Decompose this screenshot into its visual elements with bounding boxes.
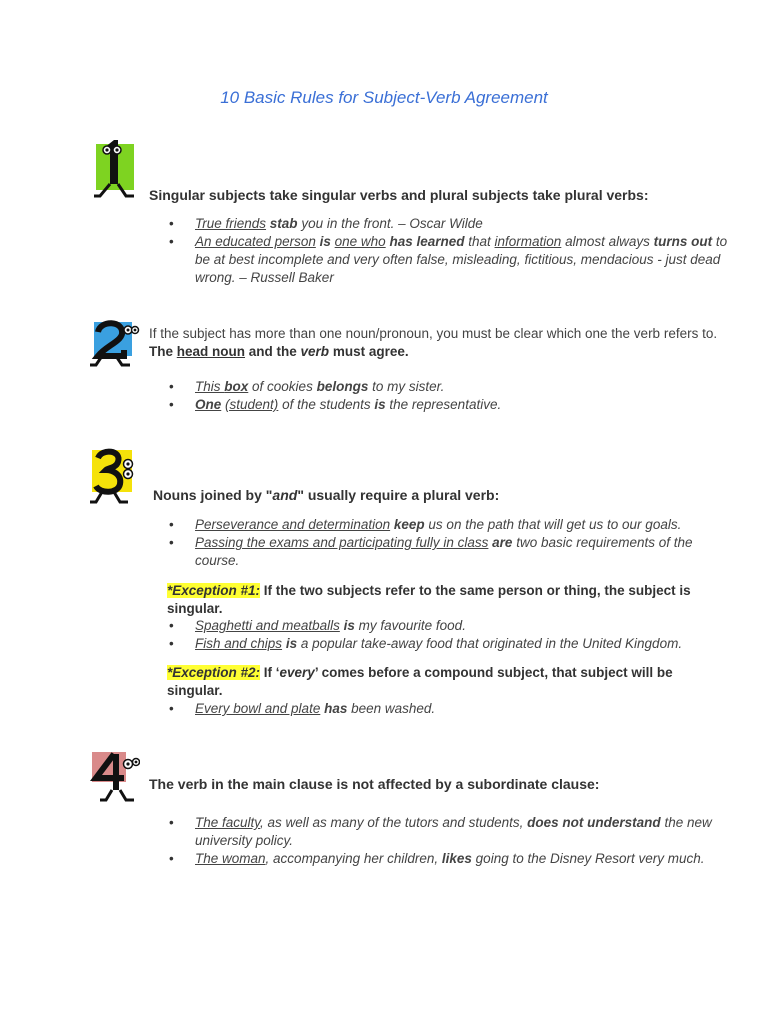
text-run: Perseverance and determination	[195, 517, 391, 532]
rule-2-intro-emphasis	[149, 343, 749, 361]
exception-1-label: *Exception #1:	[167, 583, 261, 598]
text-run: stab	[269, 216, 298, 231]
text-run: to be at best incomplete and very often false, misleading, fictitious, mendacious - just dead wrong. – Russell Baker	[195, 234, 728, 285]
text-run: two basic requirements of the course.	[195, 535, 693, 568]
text-run: True friends	[195, 216, 267, 231]
text-run: information	[494, 234, 562, 249]
text-run: my favourite food.	[354, 618, 466, 633]
text-run: box	[224, 379, 249, 394]
text-run: of the students	[278, 397, 375, 412]
text-run: us on the path that will get us to our goals.	[424, 517, 682, 532]
text-run: verb	[300, 344, 330, 359]
rule-3-examples	[195, 516, 725, 570]
text-run: to my sister.	[368, 379, 445, 394]
text-run: An educated person	[195, 234, 316, 249]
text-run: and the	[245, 344, 301, 359]
text-run: been washed.	[347, 701, 436, 716]
text-run: has	[324, 701, 348, 716]
text-run: , accompanying her children,	[265, 851, 442, 866]
text-run: is	[319, 234, 331, 249]
exception-2-label: *Exception #2:	[167, 665, 261, 680]
text-run: a popular take-away food that originated in the United Kingdom.	[297, 636, 683, 651]
text-run: is	[285, 636, 298, 651]
text-run: likes	[441, 851, 472, 866]
text-run: belongs	[316, 379, 369, 394]
number-two-character-icon	[88, 318, 140, 368]
rule-2-intro: If the subject has more than one noun/pronoun, you must be clear which one the verb refers to.	[149, 326, 718, 341]
text-run: and	[272, 487, 298, 503]
text-run: Every bowl and plate	[195, 701, 321, 716]
text-run: If ‘	[260, 665, 280, 680]
text-run: Nouns joined by "	[153, 487, 273, 503]
text-run: turns out	[653, 234, 713, 249]
text-run: This	[195, 379, 225, 394]
text-run: Fish and chips	[195, 636, 283, 651]
rule-3-heading	[153, 487, 499, 503]
list-item	[195, 396, 745, 414]
text-run: the representative.	[385, 397, 502, 412]
list-item	[195, 635, 725, 653]
text-run: Passing the exams and participating fully in class	[195, 535, 489, 550]
list-item	[195, 814, 735, 850]
text-run: every	[279, 665, 315, 680]
text-run: " usually require a plural verb:	[297, 487, 500, 503]
text-run: must agree.	[329, 344, 409, 359]
rule-4-examples	[195, 814, 735, 868]
exception-2	[167, 664, 727, 700]
list-item	[195, 233, 745, 287]
text-run: the new university policy.	[195, 815, 712, 848]
text-run: one who	[334, 234, 386, 249]
text-run: is	[343, 618, 355, 633]
number-one-character-icon	[90, 136, 140, 202]
rule-2-examples	[195, 378, 745, 414]
text-run: , as well as many of the tutors and students,	[260, 815, 528, 830]
text-run: ’ comes before a compound subject, that subject will be singular.	[167, 665, 673, 698]
exception-2-examples	[195, 700, 725, 718]
rule-1-examples	[195, 215, 745, 287]
text-run: Spaghetti and meatballs	[195, 618, 340, 633]
rule-1-heading: Singular subjects take singular verbs and plural subjects take plural verbs:	[149, 187, 649, 203]
document-title: 10 Basic Rules for Subject-Verb Agreement	[220, 88, 548, 107]
text-run: does not understand	[527, 815, 661, 830]
list-item	[195, 534, 725, 570]
list-item	[195, 617, 725, 635]
list-item	[195, 850, 735, 868]
text-run: of cookies	[248, 379, 317, 394]
text-run: The woman	[195, 851, 266, 866]
text-run: going to the Disney Resort very much.	[471, 851, 705, 866]
exception-1-examples	[195, 617, 725, 653]
exception-1-text: If the two subjects refer to the same person or thing, the subject is singular.	[167, 583, 691, 616]
text-run: is	[374, 397, 386, 412]
text-run: that	[464, 234, 495, 249]
number-three-character-icon	[88, 446, 140, 508]
text-run: head noun	[176, 344, 246, 359]
text-run: has learned	[389, 234, 465, 249]
number-four-character-icon	[90, 748, 140, 804]
text-run: almost always	[561, 234, 654, 249]
text-run: The faculty	[195, 815, 261, 830]
text-run: are	[492, 535, 513, 550]
exception-1	[167, 582, 727, 618]
list-item	[195, 516, 725, 534]
text-run: you in the front. – Oscar Wilde	[297, 216, 483, 231]
text-run: One	[195, 397, 222, 412]
list-item	[195, 700, 725, 718]
list-item	[195, 215, 745, 233]
list-item	[195, 378, 745, 396]
rule-4-heading: The verb in the main clause is not affected by a subordinate clause:	[149, 776, 600, 792]
text-run: (student)	[225, 397, 279, 412]
text-run: keep	[393, 517, 425, 532]
text-run: The	[149, 344, 177, 359]
